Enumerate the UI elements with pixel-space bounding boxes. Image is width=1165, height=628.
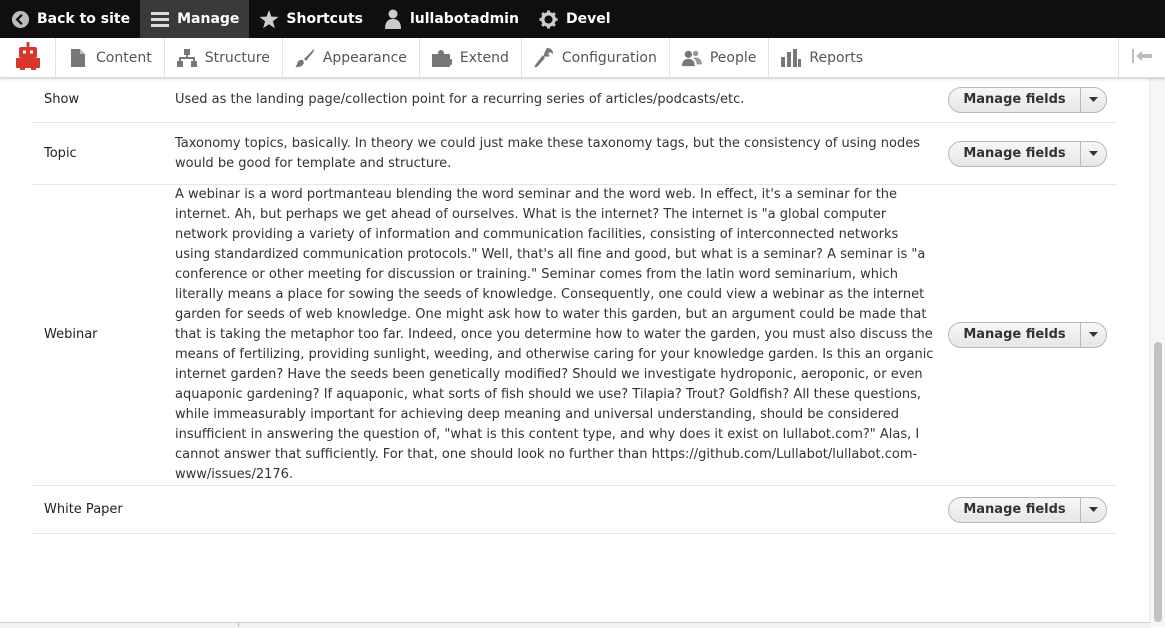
menu-item-extend[interactable]	[420, 38, 522, 77]
operations-dropbutton	[948, 497, 1107, 523]
menu-item-label: Content	[96, 49, 152, 66]
caret-down-icon	[1089, 325, 1098, 345]
operations-dropbutton	[948, 141, 1107, 167]
menu-item-content[interactable]	[56, 38, 165, 77]
caret-down-icon	[1089, 90, 1098, 110]
bar-chart-icon	[781, 48, 801, 68]
gear-icon	[539, 9, 559, 29]
menu-item-appearance[interactable]	[283, 38, 420, 77]
dropbutton-toggle[interactable]	[1081, 323, 1106, 347]
menu-item-label: Reports	[809, 49, 864, 66]
manage-tab[interactable]	[140, 0, 249, 38]
menu-item-label: Configuration	[561, 49, 657, 66]
menu-item-reports[interactable]	[769, 38, 875, 77]
dropbutton-toggle[interactable]	[1081, 88, 1106, 112]
shortcuts-label: Shortcuts	[286, 11, 363, 27]
caret-down-icon	[1089, 144, 1098, 164]
menu-item-label: People	[709, 49, 757, 66]
hamburger-icon	[150, 9, 170, 29]
wrench-icon	[534, 48, 554, 68]
user-label: lullabotadmin	[409, 11, 519, 27]
star-icon	[259, 9, 279, 29]
collapse-icon	[1132, 48, 1152, 67]
caret-down-icon	[1089, 500, 1098, 520]
table-row	[33, 123, 1117, 185]
admin-toolbar	[0, 0, 1165, 38]
menu-item-structure[interactable]	[165, 38, 283, 77]
table-row	[33, 486, 1117, 534]
content-type-description: Used as the landing page/collection point for a recurring series of articles/podcasts/etc.	[175, 91, 745, 107]
manage-fields-button[interactable]: Manage fields	[949, 323, 1081, 347]
window-bottom-edge	[0, 622, 1150, 628]
manage-fields-button[interactable]: Manage fields	[949, 88, 1081, 112]
content-type-name: Show	[44, 91, 80, 107]
menu-item-label: Appearance	[322, 49, 407, 66]
content-type-name: Topic	[44, 145, 77, 161]
admin-menu-tray	[0, 38, 1165, 78]
manage-label: Manage	[177, 11, 240, 27]
shortcuts-tab[interactable]	[249, 0, 373, 38]
content-type-name: Webinar	[44, 327, 98, 342]
content-type-description: Taxonomy topics, basically. In theory we could just make these taxonomy tags, but the consistency of using nodes would be good for template and structure.	[175, 135, 920, 171]
back-arrow-icon	[10, 9, 30, 29]
paintbrush-icon	[295, 48, 315, 68]
menu-item-configuration[interactable]	[522, 38, 670, 77]
menu-item-label: Extend	[459, 49, 509, 66]
back-to-site-link[interactable]	[0, 0, 140, 38]
scrollbar-thumb[interactable]	[1154, 342, 1162, 622]
content-types-table	[33, 77, 1117, 534]
structure-icon	[177, 48, 197, 68]
menu-item-people[interactable]	[670, 38, 770, 77]
robot-logo-icon	[16, 42, 40, 74]
content-type-description: A webinar is a word portmanteau blending the word seminar and the word web. In effect, it's a seminar for the internet. Ah, but perhaps we get ahead of ourselves. What is the internet? The internet is "a global computer network providing a variety of information and communication facilities, consisting of interconnected networks using standardized communication protocols." Well, that's all fine and good, but what is a seminar? A seminar is "a conference or other meeting for discussion or training." Seminar comes from the latin word seminarium, which literally means a place for sowing the seeds of knowledge. Consequently, one could view a webinar as the internet garden for seeds of web knowledge. One might ask how to water this garden, but an argument could be made that that is taking the metaphor too far. Indeed, once you determine how to water the garden, you must also discuss the means of fertilizing, providing sunlight, weeding, and otherwise caring for your knowledge garden. Is this an organic internet garden? Have the seeds been genetically modified? Should we investigate hydroponic, aeroponic, or even aquaponic gardening? If aquaponic, what sorts of fish should we use? Tilapia? Trout? Goldfish? All these questions, while immeasurably important for achieving deep meaning and universal understanding, should be considered insufficient in answering the question of, "what is this content type, and why does it exist on lullabot.com?" Alas, I cannot answer that sufficiently. For that, one should look no further than https://github.com/Lullabot/lullabot.com-www/issues/2176.	[175, 187, 934, 482]
menu-item-label: Structure	[204, 49, 270, 66]
vertical-scrollbar[interactable]	[1149, 77, 1165, 627]
tray-orientation-toggle[interactable]	[1118, 38, 1165, 77]
devel-label: Devel	[565, 11, 611, 27]
table-row	[33, 185, 1117, 486]
devel-tab[interactable]	[529, 0, 621, 38]
window-bottom-divider	[238, 622, 239, 627]
table-row	[33, 77, 1117, 123]
back-to-site-label: Back to site	[37, 11, 131, 27]
dropbutton-toggle[interactable]	[1081, 498, 1106, 522]
user-icon	[383, 9, 403, 29]
site-logo[interactable]	[0, 38, 56, 77]
user-tab[interactable]	[373, 0, 529, 38]
dropbutton-toggle[interactable]	[1081, 142, 1106, 166]
operations-dropbutton	[948, 322, 1107, 348]
puzzle-icon	[432, 48, 452, 68]
operations-dropbutton	[948, 87, 1107, 113]
content-type-name: White Paper	[44, 501, 123, 517]
people-icon	[682, 48, 702, 68]
document-icon	[68, 48, 88, 68]
manage-fields-button[interactable]: Manage fields	[949, 498, 1081, 522]
manage-fields-button[interactable]: Manage fields	[949, 142, 1081, 166]
